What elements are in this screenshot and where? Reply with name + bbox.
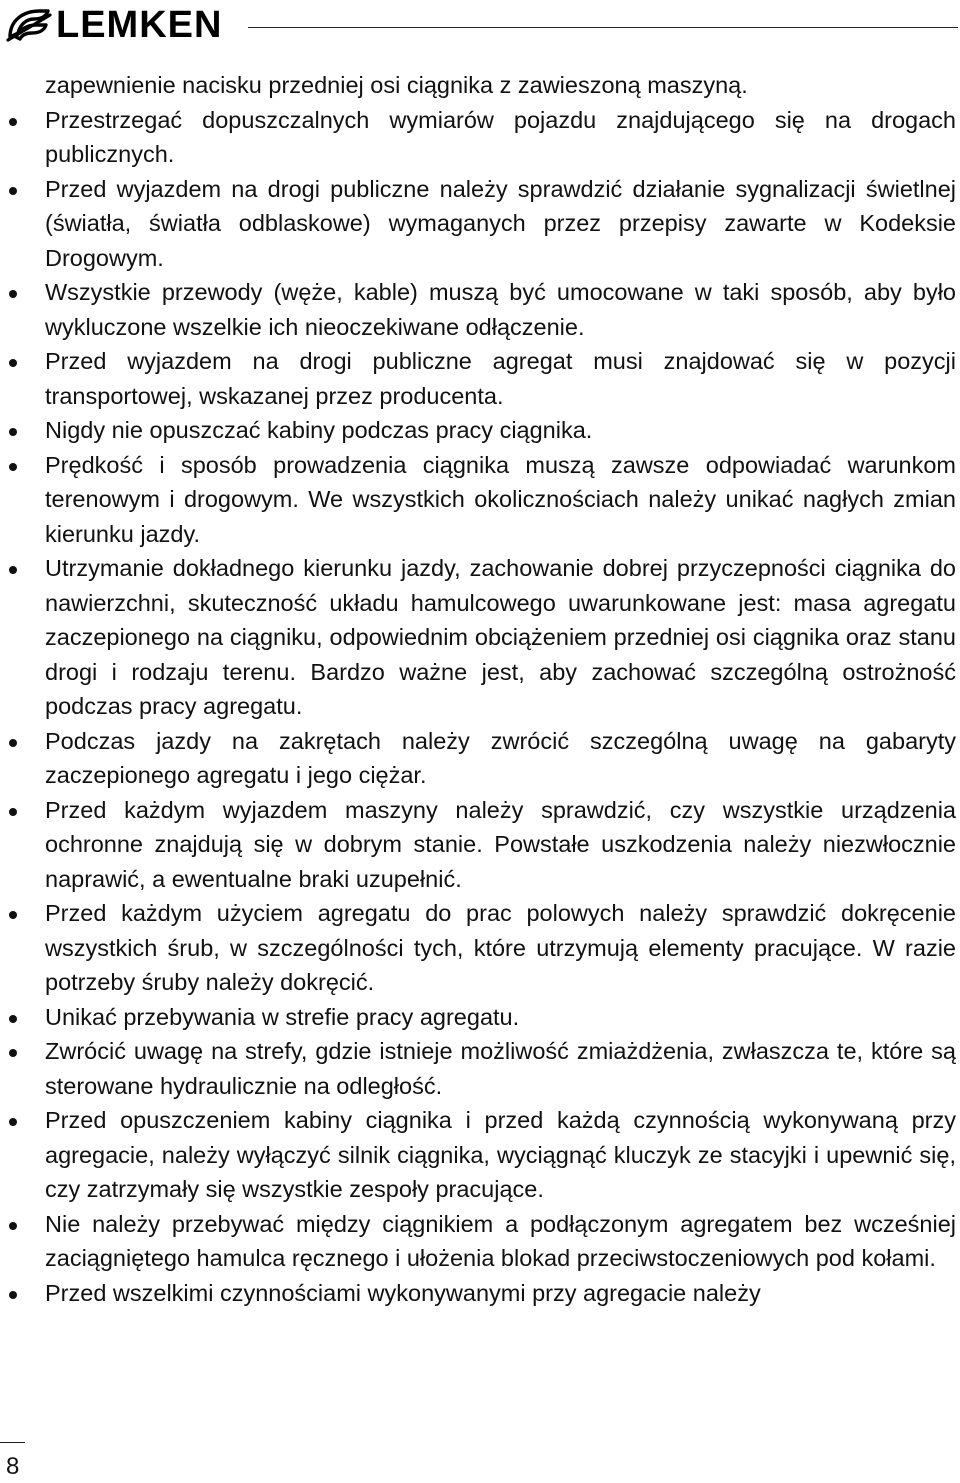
list-item-text: Przed wyjazdem na drogi publiczne należy sprawdzić działanie sygnalizacji świetlnej (światła, światła odblaskowe) wymaganych przez przepisy zawarte w Kodeksie Drogowym. (45, 175, 956, 271)
list-item (0, 1000, 960, 1035)
list-item (0, 793, 960, 897)
list-item (0, 896, 960, 1000)
list-item-text: Przed wszelkimi czynnościami wykonywanymi przy agregacie należy (45, 1279, 761, 1306)
bullet-icon (9, 566, 17, 574)
bullet-icon (9, 1049, 17, 1057)
lemken-emblem-icon (6, 7, 52, 43)
bullet-icon (9, 1118, 17, 1126)
list-item-text: Przed opuszczeniem kabiny ciągnika i przed każdą czynnością wykonywaną przy agregacie, należy wyłączyć silnik ciągnika, wyciągnąć kluczyk ze stacyjki i upewnić się, czy zatrzymały się wszystkie zespoły pracujące. (45, 1107, 956, 1202)
bullet-icon (9, 911, 17, 919)
list-item (0, 344, 960, 413)
list-item (0, 172, 960, 276)
bullet-icon (9, 187, 17, 195)
list-item-text: Unikać przebywania w strefie pracy agregatu. (45, 1003, 520, 1030)
list-item-text: Nie należy przebywać między ciągnikiem a podłączonym agregatem bez wcześniej zaciągniętego hamulca ręcznego i ułożenia blokad przeciwstoczeniowych pod kołami. (45, 1210, 956, 1271)
list-item (0, 1276, 960, 1311)
bullet-icon (9, 1291, 17, 1299)
document-body (0, 68, 960, 1310)
list-item (0, 724, 960, 793)
intro-text: zapewnienie nacisku przedniej osi ciągnika z zawieszoną maszyną. (45, 72, 748, 98)
list-item (0, 413, 960, 448)
bullet-icon (9, 739, 17, 747)
list-item-text: Przed każdym wyjazdem maszyny należy sprawdzić, czy wszystkie urządzenia ochronne znajdują się w dobrym stanie. Powstałe uszkodzenia należy niezwłocznie naprawić, a ewentualne braki uzupełnić. (45, 796, 956, 892)
bullet-icon (9, 428, 17, 436)
footer-divider (0, 1442, 25, 1443)
bullet-icon (9, 1222, 17, 1230)
list-item (0, 551, 960, 724)
bullet-list (0, 103, 960, 1311)
list-item (0, 448, 960, 552)
bullet-icon (9, 1015, 17, 1023)
list-item-text: Wszystkie przewody (węże, kable) muszą być umocowane w taki sposób, aby było wykluczone wszelkie ich nieoczekiwane odłączenie. (45, 279, 956, 340)
intro-paragraph (0, 68, 960, 103)
brand-logo (6, 4, 222, 46)
list-item-text: Podczas jazdy na zakrętach należy zwrócić szczególną uwagę na gabaryty zaczepionego agregatu i jego ciężar. (45, 727, 956, 788)
list-item-text: Przed każdym użyciem agregatu do prac polowych należy sprawdzić dokręcenie wszystkich śrub, w szczególności tych, które utrzymują elementy pracujące. W razie potrzeby śruby należy dokręcić. (45, 900, 956, 995)
bullet-icon (9, 463, 17, 471)
list-item (0, 1207, 960, 1276)
bullet-icon (9, 118, 17, 126)
page-header (0, 0, 960, 56)
list-item (0, 103, 960, 172)
header-divider (248, 27, 958, 28)
list-item (0, 1034, 960, 1103)
list-item-text: Zwrócić uwagę na strefy, gdzie istnieje możliwość zmiażdżenia, zwłaszcza te, które są sterowane hydraulicznie na odległość. (45, 1038, 956, 1099)
page-number: 8 (6, 1453, 20, 1480)
list-item (0, 1103, 960, 1207)
bullet-icon (9, 359, 17, 367)
list-item-text: Przed wyjazdem na drogi publiczne agregat musi znajdować się w pozycji transportowej, wskazanej przez producenta. (45, 348, 956, 409)
list-item-text: Prędkość i sposób prowadzenia ciągnika muszą zawsze odpowiadać warunkom terenowym i drogowym. We wszystkich okolicznościach należy unikać nagłych zmian kierunku jazdy. (45, 451, 956, 547)
bullet-icon (9, 808, 17, 816)
list-item-text: Utrzymanie dokładnego kierunku jazdy, zachowanie dobrej przyczepności ciągnika do nawierzchni, skuteczność układu hamulcowego uwarunkowane jest: masa agregatu zaczepionego na ciągniku, odpowiednim obciążeniem przedniej osi ciągnika oraz stanu drogi i rodzaju terenu. Bardzo ważne jest, aby zachować szczególną ostrożność podczas pracy agregatu. (45, 555, 956, 719)
list-item (0, 275, 960, 344)
list-item-text: Przestrzegać dopuszczalnych wymiarów pojazdu znajdującego się na drogach publicznych. (45, 106, 956, 167)
list-item-text: Nigdy nie opuszczać kabiny podczas pracy ciągnika. (45, 417, 593, 443)
brand-name: LEMKEN (56, 4, 223, 46)
bullet-icon (9, 290, 17, 298)
